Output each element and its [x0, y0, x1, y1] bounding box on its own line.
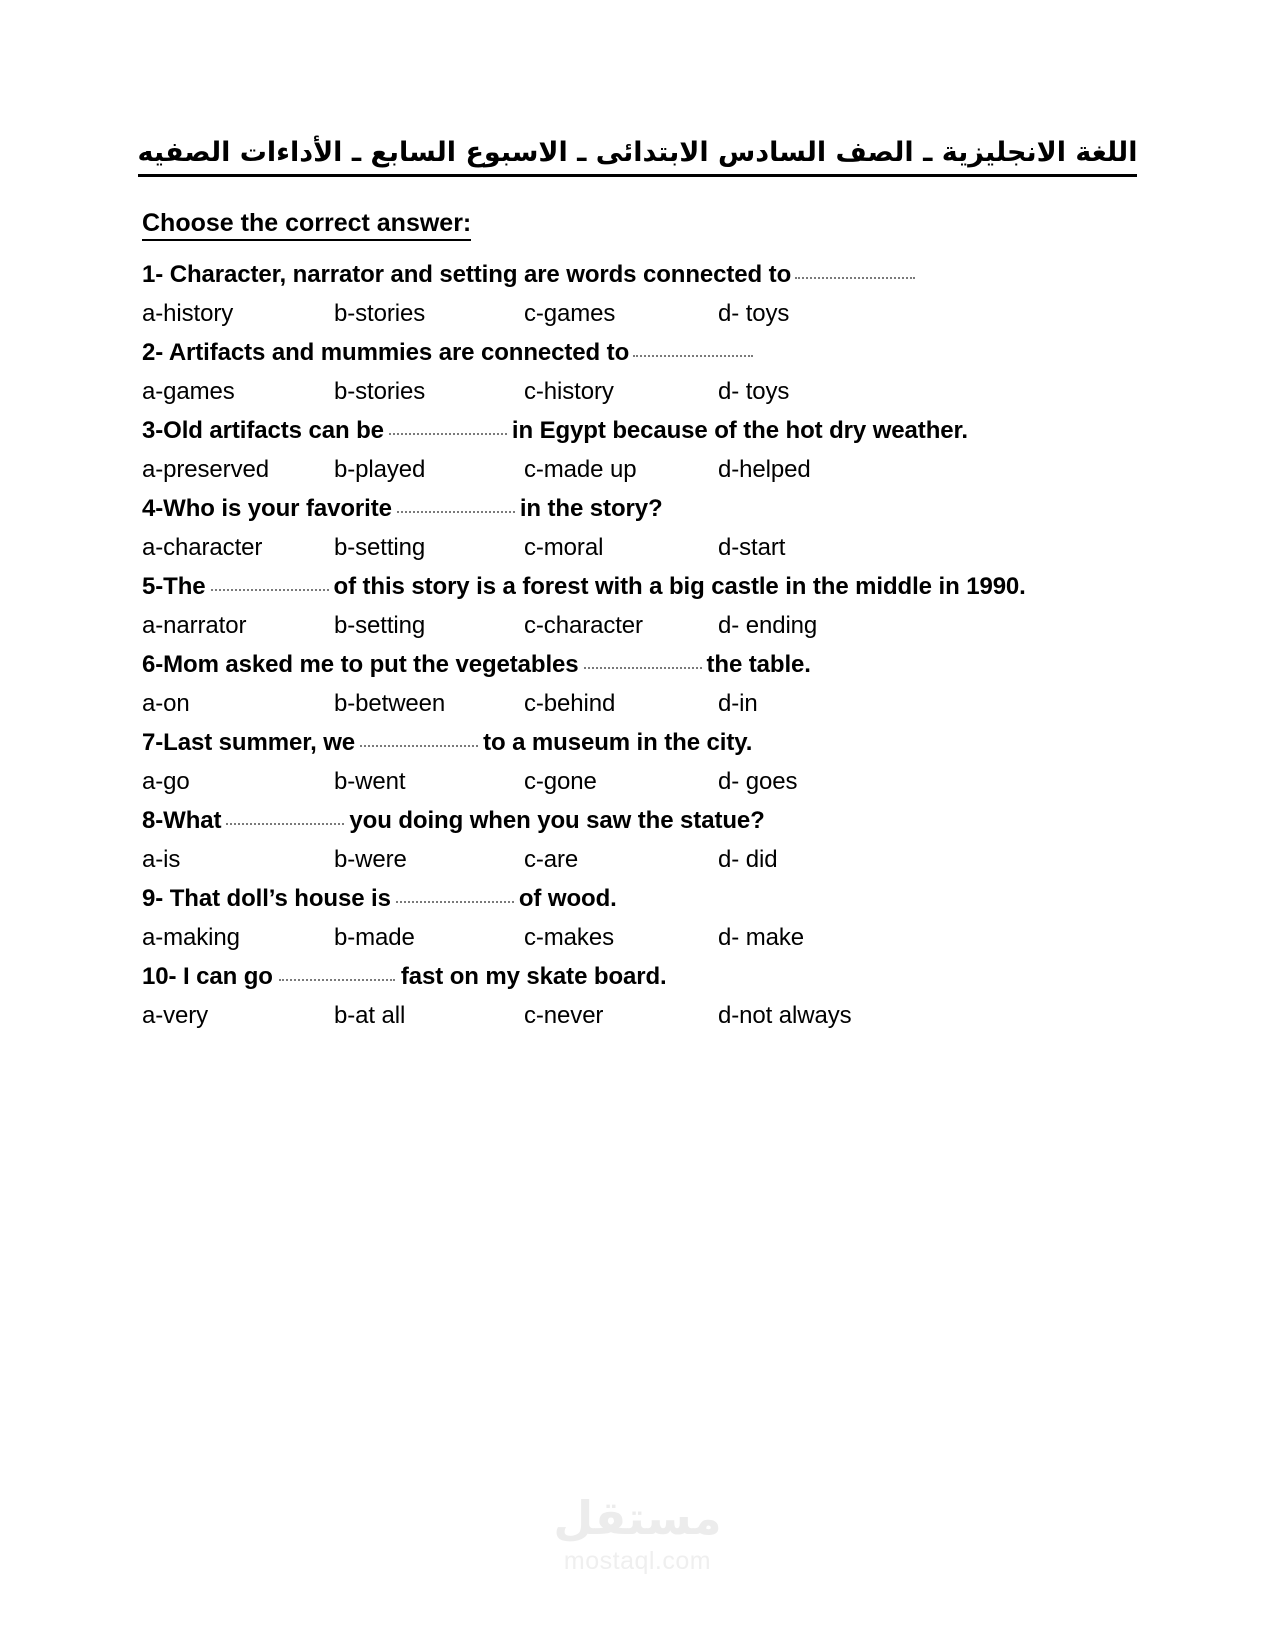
option-b[interactable]: b-at all — [334, 1002, 406, 1029]
mostaql-url: mostaql.com — [563, 1547, 712, 1575]
question-stem-before: 1- Character, narrator and setting are words connected to — [142, 261, 792, 288]
option-d[interactable]: d- goes — [718, 768, 798, 795]
question-stem-before: 5-The — [142, 573, 206, 600]
answer-blank[interactable] — [397, 492, 515, 516]
answer-blank[interactable] — [584, 648, 702, 672]
option-a[interactable]: a-history — [142, 300, 234, 327]
option-d[interactable]: d- toys — [718, 300, 790, 327]
option-d[interactable]: d-in — [718, 690, 758, 717]
question-stem-before: 9- That doll’s house is — [142, 885, 391, 912]
option-d[interactable]: d-not always — [718, 1002, 852, 1029]
questions-body — [142, 208, 1142, 1035]
document-title-container — [0, 136, 1275, 177]
answer-blank[interactable] — [396, 882, 514, 906]
question-stem-before: 7-Last summer, we — [142, 729, 356, 756]
question-stem-before: 10- I can go — [142, 963, 273, 990]
answer-blank[interactable] — [279, 960, 395, 984]
question-stem — [142, 879, 1142, 918]
question-item — [142, 801, 1142, 879]
watermark — [0, 1490, 1275, 1576]
question-stem — [142, 333, 1142, 372]
question-item — [142, 645, 1142, 723]
question-item — [142, 411, 1142, 489]
question-stem-before: 3-Old artifacts can be — [142, 417, 384, 444]
option-c[interactable]: c-are — [524, 846, 579, 873]
option-d[interactable]: d- ending — [718, 612, 818, 639]
option-a[interactable]: a-very — [142, 1002, 209, 1029]
answer-blank[interactable] — [633, 336, 753, 360]
option-a[interactable]: a-narrator — [142, 612, 247, 639]
option-a[interactable]: a-on — [142, 690, 190, 717]
question-stem-after: in Egypt because of the hot dry weather. — [511, 417, 968, 444]
option-a[interactable]: a-making — [142, 924, 240, 951]
question-stem-after: you doing when you saw the statue? — [349, 807, 765, 834]
question-stem — [142, 723, 1142, 762]
answer-blank[interactable] — [795, 258, 915, 282]
question-stem-after: of this story is a forest with a big castle in the middle in 1990. — [333, 573, 1026, 600]
question-stem — [142, 801, 1142, 840]
question-item — [142, 333, 1142, 411]
question-stem — [142, 567, 1142, 606]
option-d[interactable]: d- toys — [718, 378, 790, 405]
option-d[interactable]: d- make — [718, 924, 804, 951]
question-stem-before: 8-What — [142, 807, 222, 834]
option-c[interactable]: c-behind — [524, 690, 616, 717]
question-stem-after: in the story? — [519, 495, 663, 522]
question-stem — [142, 255, 1142, 294]
option-row — [142, 606, 1142, 645]
option-a[interactable]: a-go — [142, 768, 190, 795]
question-stem — [142, 957, 1142, 996]
option-b[interactable]: b-went — [334, 768, 406, 795]
question-stem-after: to a museum in the city. — [483, 729, 753, 756]
option-row — [142, 684, 1142, 723]
question-stem-before: 2- Artifacts and mummies are connected to — [142, 339, 630, 366]
option-row — [142, 996, 1142, 1035]
question-stem-after: of wood. — [518, 885, 617, 912]
option-row — [142, 294, 1142, 333]
option-b[interactable]: b-setting — [334, 534, 426, 561]
question-stem — [142, 411, 1142, 450]
option-row — [142, 372, 1142, 411]
question-stem-before: 6-Mom asked me to put the vegetables — [142, 651, 579, 678]
option-c[interactable]: c-games — [524, 300, 616, 327]
option-c[interactable]: c-never — [524, 1002, 604, 1029]
answer-blank[interactable] — [360, 726, 478, 750]
option-d[interactable]: d-helped — [718, 456, 811, 483]
option-b[interactable]: b-setting — [334, 612, 426, 639]
option-row — [142, 450, 1142, 489]
question-item — [142, 489, 1142, 567]
option-row — [142, 918, 1142, 957]
option-a[interactable]: a-preserved — [142, 456, 269, 483]
option-c[interactable]: c-gone — [524, 768, 597, 795]
option-c[interactable]: c-history — [524, 378, 614, 405]
question-stem-before: 4-Who is your favorite — [142, 495, 392, 522]
question-stem — [142, 489, 1142, 528]
answer-blank[interactable] — [211, 570, 329, 594]
question-item — [142, 879, 1142, 957]
option-b[interactable]: b-played — [334, 456, 426, 483]
option-row — [142, 840, 1142, 879]
option-b[interactable]: b-made — [334, 924, 415, 951]
question-item — [142, 723, 1142, 801]
option-b[interactable]: b-stories — [334, 300, 426, 327]
option-c[interactable]: c-moral — [524, 534, 604, 561]
question-stem — [142, 645, 1142, 684]
option-row — [142, 528, 1142, 567]
question-stem-after: fast on my skate board. — [400, 963, 667, 990]
answer-blank[interactable] — [389, 414, 507, 438]
option-c[interactable]: c-makes — [524, 924, 614, 951]
option-a[interactable]: a-games — [142, 378, 235, 405]
option-c[interactable]: c-character — [524, 612, 643, 639]
option-b[interactable]: b-between — [334, 690, 446, 717]
option-b[interactable]: b-were — [334, 846, 407, 873]
option-d[interactable]: d-start — [718, 534, 786, 561]
instruction-heading: Choose the correct answer: — [142, 208, 471, 241]
mostaql-logo: مستقل — [553, 1491, 722, 1545]
question-stem-after: the table. — [706, 651, 811, 678]
question-item — [142, 957, 1142, 1035]
page-title: اللغة الانجليزية ـ الصف السادس الابتدائى ـ الاسبوع السابع ـ الأداءات الصفيه — [138, 136, 1138, 177]
question-item — [142, 255, 1142, 333]
option-b[interactable]: b-stories — [334, 378, 426, 405]
option-a[interactable]: a-character — [142, 534, 263, 561]
option-d[interactable]: d- did — [718, 846, 778, 873]
option-a[interactable]: a-is — [142, 846, 181, 873]
option-row — [142, 762, 1142, 801]
option-c[interactable]: c-made up — [524, 456, 637, 483]
answer-blank[interactable] — [226, 804, 344, 828]
question-item — [142, 567, 1142, 645]
